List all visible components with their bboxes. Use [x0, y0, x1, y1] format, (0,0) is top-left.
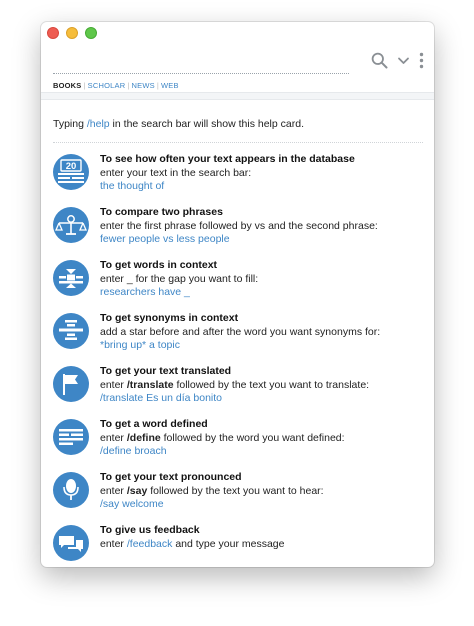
help-item-title: To give us feedback: [100, 524, 200, 536]
description-text: enter your text in the search bar:: [100, 166, 252, 179]
source-tabs: [53, 81, 179, 90]
help-card-window: [41, 22, 434, 567]
help-item-text: [100, 418, 422, 459]
help-item-description: [100, 379, 422, 393]
tab-separator: |: [156, 81, 159, 90]
window-controls: [47, 27, 97, 39]
tab-separator: |: [83, 81, 86, 90]
synonyms-icon: [53, 313, 89, 349]
feedback-command-link[interactable]: /feedback: [126, 537, 173, 550]
description-text: enter: [100, 484, 127, 497]
help-item-title: To get a word defined: [100, 418, 208, 430]
help-item-text: [100, 471, 422, 512]
description-text: enter: [100, 378, 127, 391]
example-link[interactable]: *bring up* a topic: [100, 339, 180, 351]
chevron-down-icon[interactable]: [397, 54, 410, 67]
help-command-link[interactable]: /help: [86, 118, 110, 130]
help-item-description: [100, 220, 422, 234]
microphone-icon: [53, 472, 89, 508]
help-item-feedback: [53, 524, 423, 567]
help-item-text: [100, 524, 422, 551]
help-item-pronounce: [53, 471, 423, 521]
description-text: followed by the text you want to hear:: [147, 484, 324, 497]
example-link[interactable]: researchers have _: [100, 286, 190, 298]
header-divider: [41, 92, 434, 100]
intro-divider: [53, 142, 423, 143]
help-item-text: [100, 365, 422, 406]
flag-icon: [53, 366, 89, 402]
search-icon[interactable]: [371, 52, 388, 69]
example-link[interactable]: fewer people vs less people: [100, 233, 230, 245]
help-item-context: [53, 259, 423, 309]
help-item-title: To get synonyms in context: [100, 312, 239, 324]
help-item-translate: [53, 365, 423, 415]
tab-news[interactable]: NEWS: [131, 81, 155, 90]
help-item-text: [100, 153, 422, 194]
description-text: add a star before and after the word you want synonyms for:: [100, 325, 381, 338]
example-link[interactable]: /say welcome: [100, 498, 164, 510]
command-name: /translate: [126, 378, 174, 391]
help-item-description: [100, 273, 422, 287]
description-text: followed by the text you want to translate:: [173, 378, 370, 391]
help-item-description: [100, 538, 422, 552]
help-item-text: [100, 312, 422, 353]
help-item-title: To see how often your text appears in the database: [100, 153, 355, 165]
example-link[interactable]: the thought of: [100, 180, 165, 192]
help-item-text: [100, 206, 422, 247]
definition-icon: [53, 419, 89, 455]
description-text: followed by the word you want defined:: [160, 431, 345, 444]
search-bar[interactable]: [53, 73, 349, 74]
command-name: /define: [126, 431, 161, 444]
compare-scale-icon: [53, 207, 89, 243]
tab-web[interactable]: WEB: [160, 81, 179, 90]
help-item-title: To get your text pronounced: [100, 471, 242, 483]
context-icon: [53, 260, 89, 296]
tab-scholar[interactable]: SCHOLAR: [87, 81, 126, 90]
description-text: enter the first phrase followed by vs and the second phrase:: [100, 219, 378, 232]
intro-prefix: Typing: [53, 118, 87, 130]
help-item-title: To compare two phrases: [100, 206, 223, 218]
close-window-button[interactable]: [47, 27, 59, 39]
help-item-description: [100, 167, 422, 181]
toolbar: [371, 52, 424, 69]
tab-books[interactable]: BOOKS: [53, 81, 82, 90]
help-item-compare: [53, 206, 423, 256]
example-link[interactable]: /define broach: [100, 445, 167, 457]
frequency-icon-label: 20: [65, 161, 77, 172]
help-item-title: To get your text translated: [100, 365, 232, 377]
description-text: enter: [100, 537, 127, 550]
chat-bubbles-icon: [53, 525, 89, 561]
command-name: /say: [126, 484, 148, 497]
intro-text: [53, 118, 304, 130]
help-item-frequency: [53, 153, 423, 203]
example-link[interactable]: /translate Es un día bonito: [100, 392, 222, 404]
zoom-window-button[interactable]: [85, 27, 97, 39]
intro-suffix: in the search bar will show this help card.: [109, 118, 304, 130]
help-item-title: To get words in context: [100, 259, 218, 271]
help-item-define: [53, 418, 423, 468]
help-item-text: [100, 259, 422, 300]
help-item-synonyms: [53, 312, 423, 362]
description-text: and type your message: [172, 537, 285, 550]
frequency-icon: [53, 154, 89, 190]
description-text: enter: [100, 431, 127, 444]
help-item-description: [100, 432, 422, 446]
help-item-description: [100, 485, 422, 499]
more-vertical-icon[interactable]: [419, 52, 424, 69]
tab-separator: |: [127, 81, 130, 90]
help-item-description: [100, 326, 422, 340]
description-text: enter _ for the gap you want to fill:: [100, 272, 259, 285]
minimize-window-button[interactable]: [66, 27, 78, 39]
